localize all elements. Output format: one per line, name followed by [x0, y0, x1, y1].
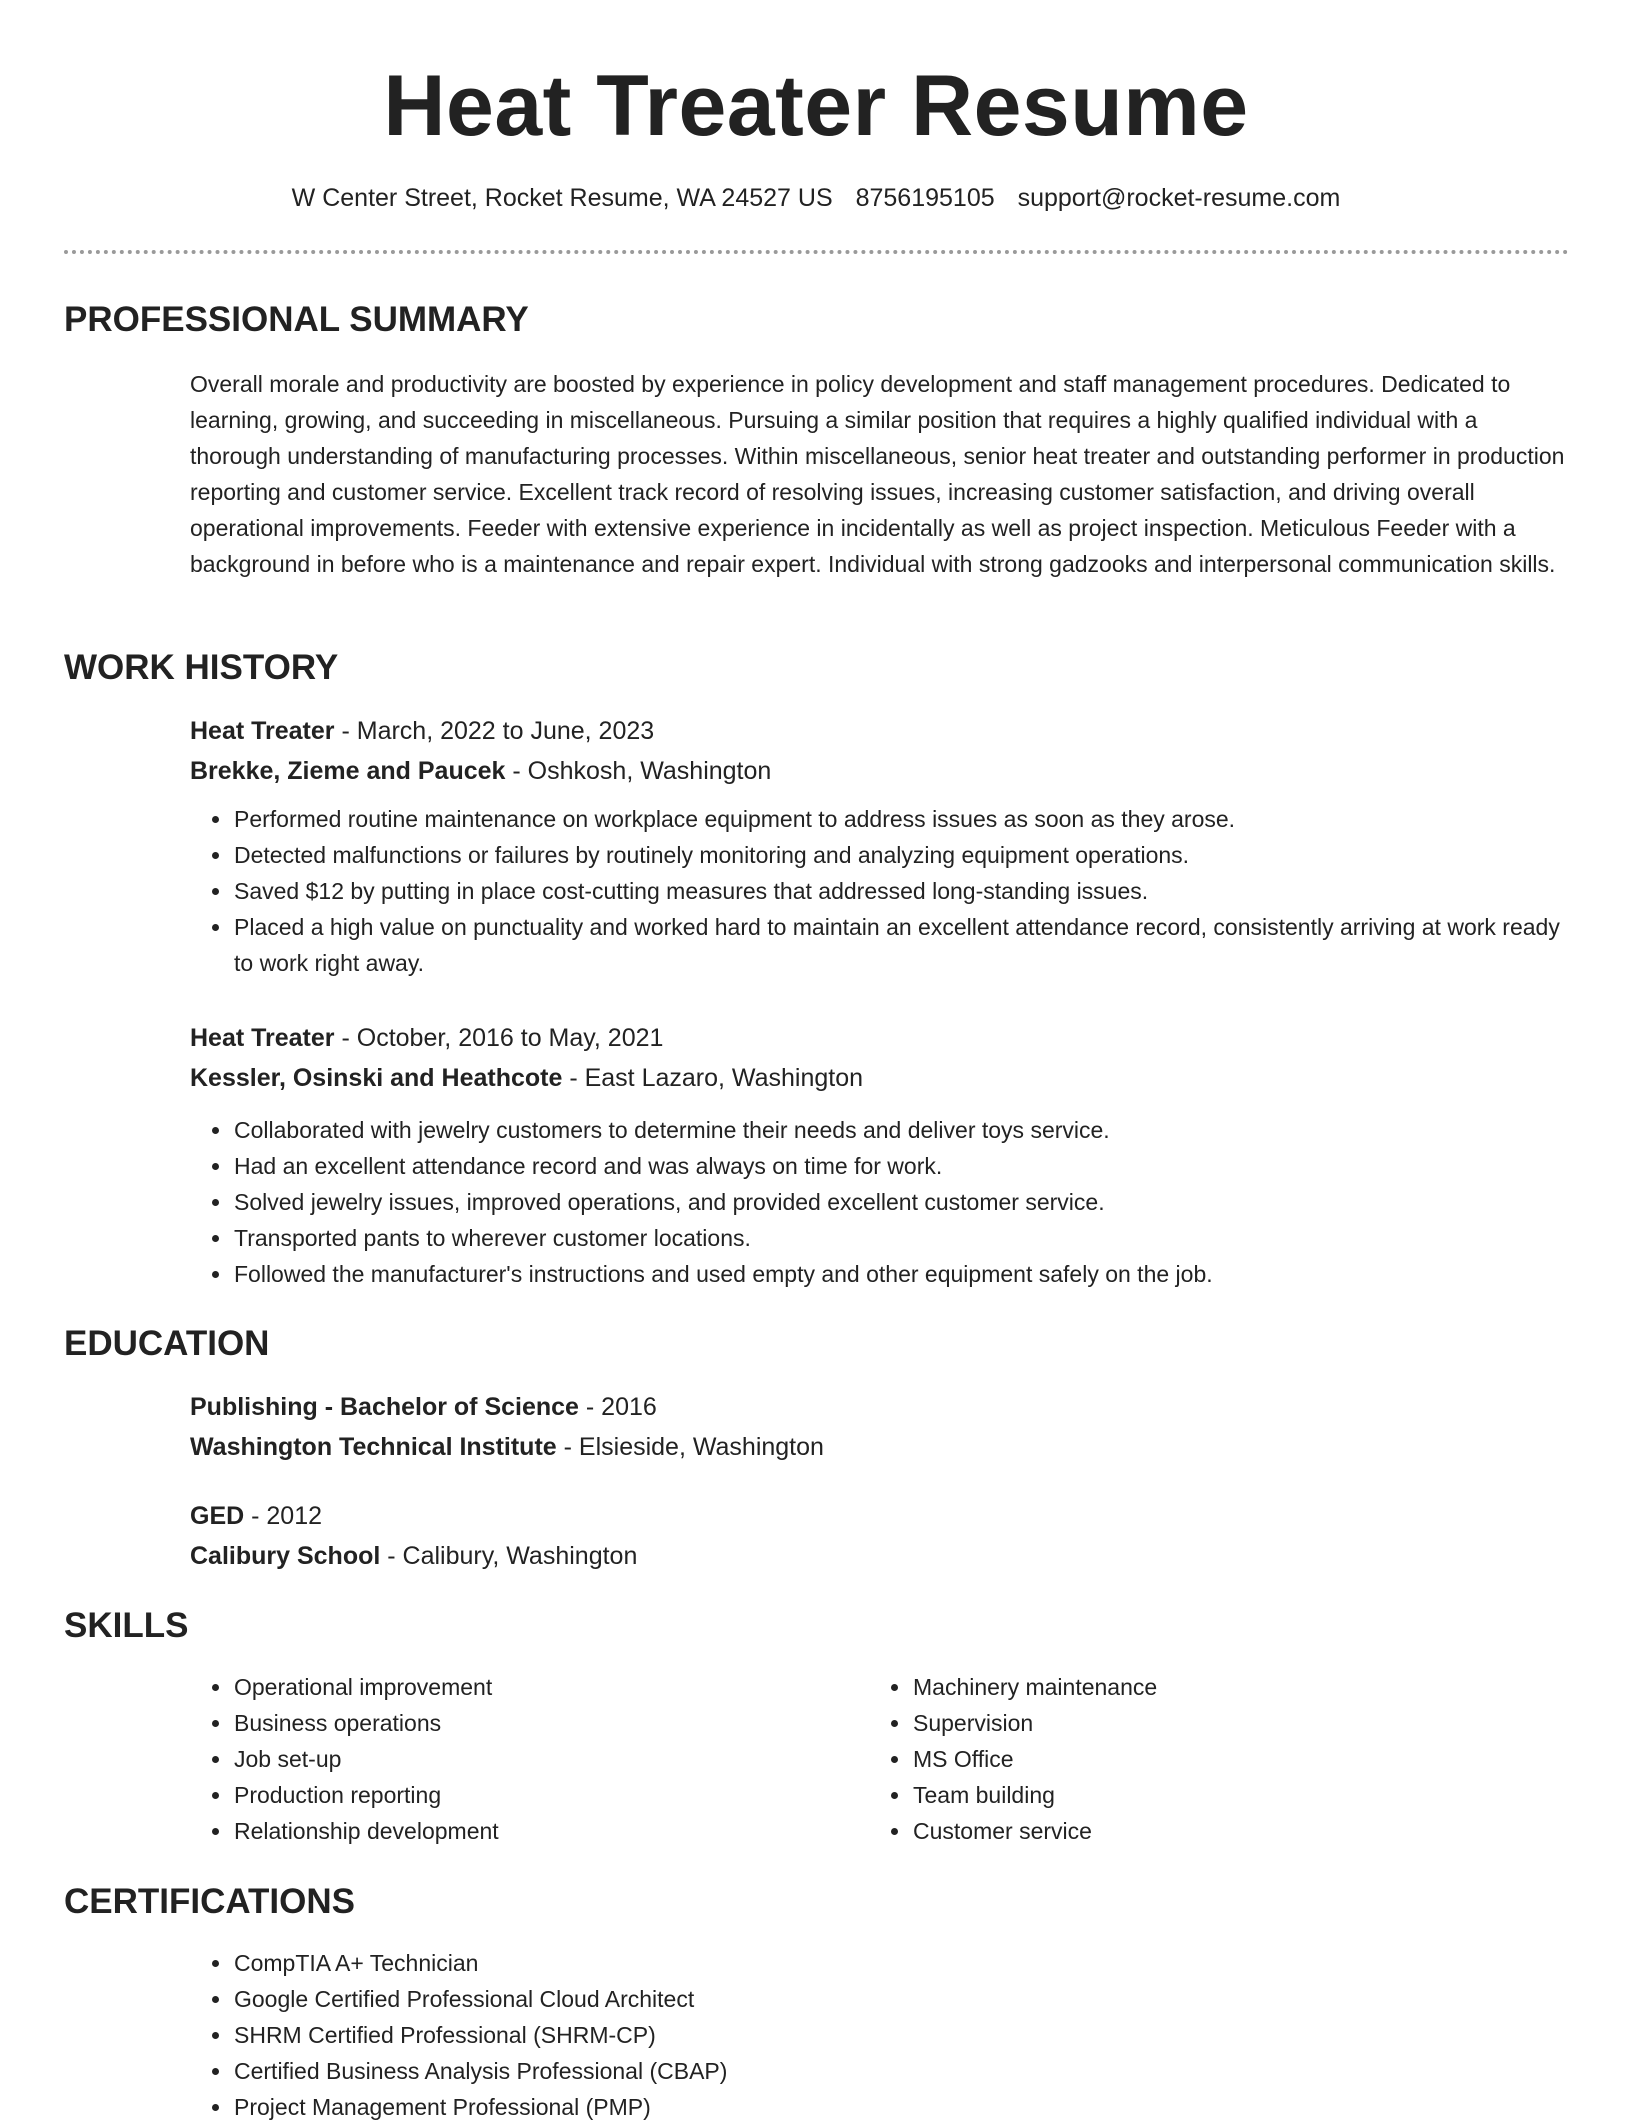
education-degree-line [190, 1496, 1570, 1536]
resume-title: Heat Treater Resume [383, 58, 1249, 154]
list-item: • Transported pants to wherever customer locations. [233, 1220, 1570, 1256]
contact-line [0, 182, 1632, 214]
job-bullets [190, 1112, 1570, 1292]
job-location: - Oshkosh, Washington [505, 757, 772, 785]
list-item: • Placed a high value on punctuality and worked hard to maintain an excellent attendance record, consistently arriving at work ready to work right away. [233, 909, 1570, 981]
list-item: • Job set-up [233, 1741, 790, 1777]
list-item: • Machinery maintenance [912, 1669, 1469, 1705]
education-degree-line [190, 1387, 1570, 1427]
job-title: Heat Treater [190, 717, 335, 745]
summary-paragraph: Overall morale and productivity are boosted by experience in policy development and staff management procedures. Dedicated to learning, growing, and succeeding in miscellaneous. Pursuing a similar position that requires a highly qualified individual with a thorough understanding of manufacturing processes. Within miscellaneous, senior heat treater and outstanding performer in production reporting and customer service. Excellent track record of resolving issues, increasing customer satisfaction, and driving overall operational improvements. Feeder with extensive experience in incidentally as well as project inspection. Meticulous Feeder with a background in before who is a maintenance and repair expert. Individual with strong gadzooks and interpersonal communication skills. [190, 371, 1565, 577]
education-location: - Calibury, Washington [380, 1542, 638, 1570]
education-school-line [190, 1536, 1570, 1576]
list-item: • Certified Business Analysis Professional (CBAP) [233, 2053, 1570, 2089]
job-company: Kessler, Osinski and Heathcote [190, 1064, 563, 1092]
education-year: - 2016 [578, 1393, 657, 1421]
job-company: Brekke, Zieme and Paucek [190, 757, 506, 785]
list-item: • Solved jewelry issues, improved operations, and provided excellent customer service. [233, 1184, 1570, 1220]
job-company-line [190, 1058, 1570, 1098]
list-item: • Production reporting [233, 1777, 790, 1813]
education-school: Washington Technical Institute [190, 1433, 557, 1461]
list-item: • Project Management Professional (PMP) [233, 2089, 1570, 2125]
education-school: Calibury School [190, 1542, 381, 1570]
job-title: Heat Treater [190, 1024, 335, 1052]
list-item: • CompTIA A+ Technician [233, 1945, 1570, 1981]
job-bullets [190, 801, 1570, 981]
job-title-line [190, 711, 1570, 751]
list-item: • Supervision [912, 1705, 1469, 1741]
list-item: • Operational improvement [233, 1669, 790, 1705]
list-item: • Relationship development [233, 1813, 790, 1849]
list-item: • Customer service [912, 1813, 1469, 1849]
education-location: - Elsieside, Washington [556, 1433, 824, 1461]
skills-list [190, 1669, 790, 1849]
list-item: • Performed routine maintenance on workplace equipment to address issues as soon as they arose. [233, 801, 1570, 837]
education-year: - 2012 [244, 1502, 323, 1530]
contact-phone: 8756195105 [855, 184, 995, 212]
list-item: • Detected malfunctions or failures by routinely monitoring and analyzing equipment operations. [233, 837, 1570, 873]
education-degree: Publishing - Bachelor of Science [190, 1393, 579, 1421]
list-item: • Team building [912, 1777, 1469, 1813]
job-company-line [190, 751, 1570, 791]
list-item: • Collaborated with jewelry customers to determine their needs and deliver toys service. [233, 1112, 1570, 1148]
contact-address: W Center Street, Rocket Resume, WA 24527 US [291, 184, 833, 212]
education-school-line [190, 1427, 1570, 1467]
certifications-list [190, 1945, 1570, 2125]
skills-column-left [190, 1669, 790, 1849]
list-item: • Followed the manufacturer's instructions and used empty and other equipment safely on the job. [233, 1256, 1570, 1292]
job-location: - East Lazaro, Washington [562, 1064, 864, 1092]
education-entry [190, 1387, 1570, 1467]
list-item: • MS Office [912, 1741, 1469, 1777]
list-item: • Saved $12 by putting in place cost-cutting measures that addressed long-standing issues. [233, 873, 1570, 909]
section-heading-skills: SKILLS [64, 1606, 189, 1645]
job-title-line [190, 1018, 1570, 1058]
section-heading-education: EDUCATION [64, 1324, 270, 1363]
list-item: • SHRM Certified Professional (SHRM-CP) [233, 2017, 1570, 2053]
section-heading-certifications: CERTIFICATIONS [64, 1882, 356, 1921]
list-item: • Business operations [233, 1705, 790, 1741]
list-item: • Google Certified Professional Cloud Architect [233, 1981, 1570, 2017]
job-entry [190, 711, 1570, 981]
header-divider [64, 250, 1569, 254]
section-heading-work-history: WORK HISTORY [64, 648, 339, 687]
section-heading-summary: PROFESSIONAL SUMMARY [64, 300, 529, 339]
contact-email: support@rocket-resume.com [1017, 184, 1341, 212]
job-entry [190, 1018, 1570, 1292]
skills-column-right [869, 1669, 1469, 1849]
job-dates: - October, 2016 to May, 2021 [334, 1024, 664, 1052]
skills-list [869, 1669, 1469, 1849]
certifications-block [190, 1945, 1570, 2125]
education-entry [190, 1496, 1570, 1576]
education-degree: GED [190, 1502, 245, 1530]
job-dates: - March, 2022 to June, 2023 [334, 717, 655, 745]
list-item: • Had an excellent attendance record and was always on time for work. [233, 1148, 1570, 1184]
